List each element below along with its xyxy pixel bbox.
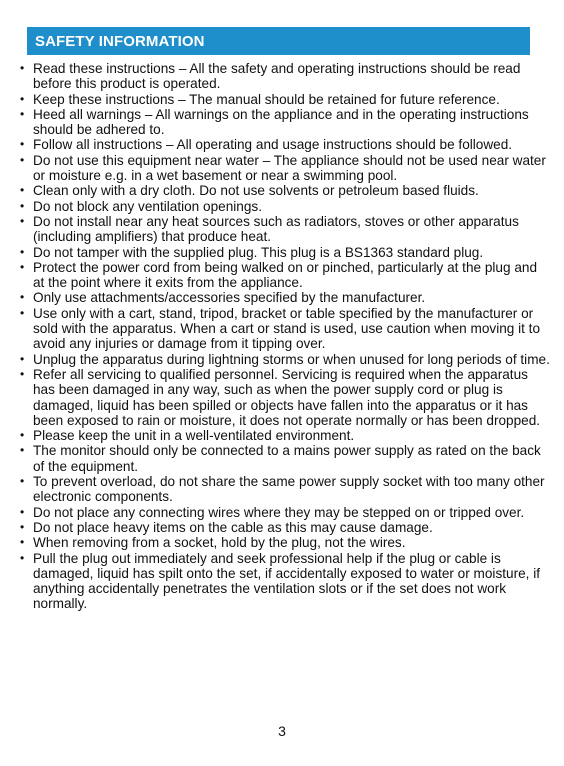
list-item-text: Do not install near any heat sources such as radiators, stoves or other apparatus (including amplifiers) that produce heat. [33, 213, 519, 245]
list-item-text: Unplug the apparatus during lightning storms or when unused for long periods of time. [33, 351, 550, 367]
list-item-text: Do not block any ventilation openings. [33, 198, 262, 214]
list-item [18, 352, 550, 367]
page-number: 3 [278, 723, 286, 739]
list-item [18, 474, 550, 505]
safety-instructions-list [18, 61, 550, 612]
list-item-text: Do not tamper with the supplied plug. This plug is a BS1363 standard plug. [33, 244, 484, 260]
bullet-icon: • [20, 351, 25, 366]
list-item-text: The monitor should only be connected to a mains power supply as rated on the back of the equipment. [33, 443, 541, 474]
list-item-text: Heed all warnings – All warnings on the appliance and in the operating instructions should be adhered to. [33, 106, 529, 138]
list-item [18, 199, 550, 214]
list-item [18, 61, 550, 92]
bullet-icon: • [20, 183, 25, 198]
list-item-text: Do not use this equipment near water – The appliance should not be used near water or moisture e.g. in a wet basement or near a swimming pool. [33, 152, 546, 184]
bullet-icon: • [20, 550, 25, 565]
bullet-icon: • [20, 152, 25, 167]
list-item [18, 443, 550, 474]
bullet-icon: • [20, 137, 25, 152]
list-item-text: Do not place heavy items on the cable as this may cause damage. [33, 519, 433, 535]
list-item-text: Read these instructions – All the safety and operating instructions should be read before this product is operated. [33, 61, 521, 92]
bullet-icon: • [20, 259, 25, 274]
bullet-icon: • [20, 244, 25, 259]
list-item [18, 520, 550, 535]
bullet-icon: • [20, 61, 25, 75]
section-title: SAFETY INFORMATION [35, 32, 205, 50]
list-item-text: Do not place any connecting wires where they may be stepped on or tripped over. [33, 504, 525, 520]
list-item [18, 260, 550, 291]
list-item [18, 367, 550, 428]
bullet-icon: • [20, 519, 25, 534]
bullet-icon: • [20, 535, 25, 550]
bullet-icon: • [20, 198, 25, 213]
bullet-icon: • [20, 305, 25, 320]
list-item-text: Use only with a cart, stand, tripod, bracket or table specified by the manufacturer or sold with the apparatus. When a cart or stand is used, use caution when moving it to avoid any injuries or damage from it tipping over. [33, 305, 541, 352]
list-item-text: Protect the power cord from being walked on or pinched, particularly at the plug and at the point where it exits from the appliance. [33, 259, 538, 291]
list-item [18, 535, 550, 550]
list-item [18, 92, 550, 107]
list-item [18, 428, 550, 443]
list-item-text: Follow all instructions – All operating and usage instructions should be followed. [33, 137, 513, 153]
list-item [18, 551, 550, 612]
list-item [18, 153, 550, 184]
list-item [18, 505, 550, 520]
list-item-text: Only use attachments/accessories specified by the manufacturer. [33, 290, 426, 306]
bullet-icon: • [20, 504, 25, 519]
bullet-icon: • [20, 443, 25, 458]
list-item-text: When removing from a socket, hold by the plug, not the wires. [33, 535, 406, 551]
section-header-bar [27, 27, 530, 55]
bullet-icon: • [20, 474, 25, 489]
bullet-icon: • [20, 428, 25, 443]
list-item-text: To prevent overload, do not share the same power supply socket with too many other electronic components. [33, 474, 545, 505]
list-item-text: Pull the plug out immediately and seek professional help if the plug or cable is damaged, liquid has spilt onto the set, if accidentally exposed to water or moisture, if anything accidentally penetrates the ventilation slots or if the set does not work normally. [33, 550, 541, 612]
list-item [18, 183, 550, 198]
list-item [18, 245, 550, 260]
list-item [18, 137, 550, 152]
list-item-text: Refer all servicing to qualified personnel. Servicing is required when the apparatus has been damaged in any way, such as when the power supply cord or plug is damaged, liquid has been spilled or objects have fallen into the apparatus or it has been exposed to rain or moisture, it does not operate normally or has been dropped. [33, 366, 541, 428]
bullet-icon: • [20, 290, 25, 305]
list-item [18, 107, 550, 138]
bullet-icon: • [20, 366, 25, 381]
bullet-icon: • [20, 106, 25, 121]
bullet-icon: • [20, 213, 25, 228]
list-item [18, 214, 550, 245]
list-item-text: Please keep the unit in a well-ventilated environment. [33, 428, 355, 444]
list-item-text: Clean only with a dry cloth. Do not use solvents or petroleum based fluids. [33, 183, 479, 199]
bullet-icon: • [20, 91, 25, 106]
list-item [18, 306, 550, 352]
list-item [18, 290, 550, 305]
list-item-text: Keep these instructions – The manual should be retained for future reference. [33, 91, 500, 107]
